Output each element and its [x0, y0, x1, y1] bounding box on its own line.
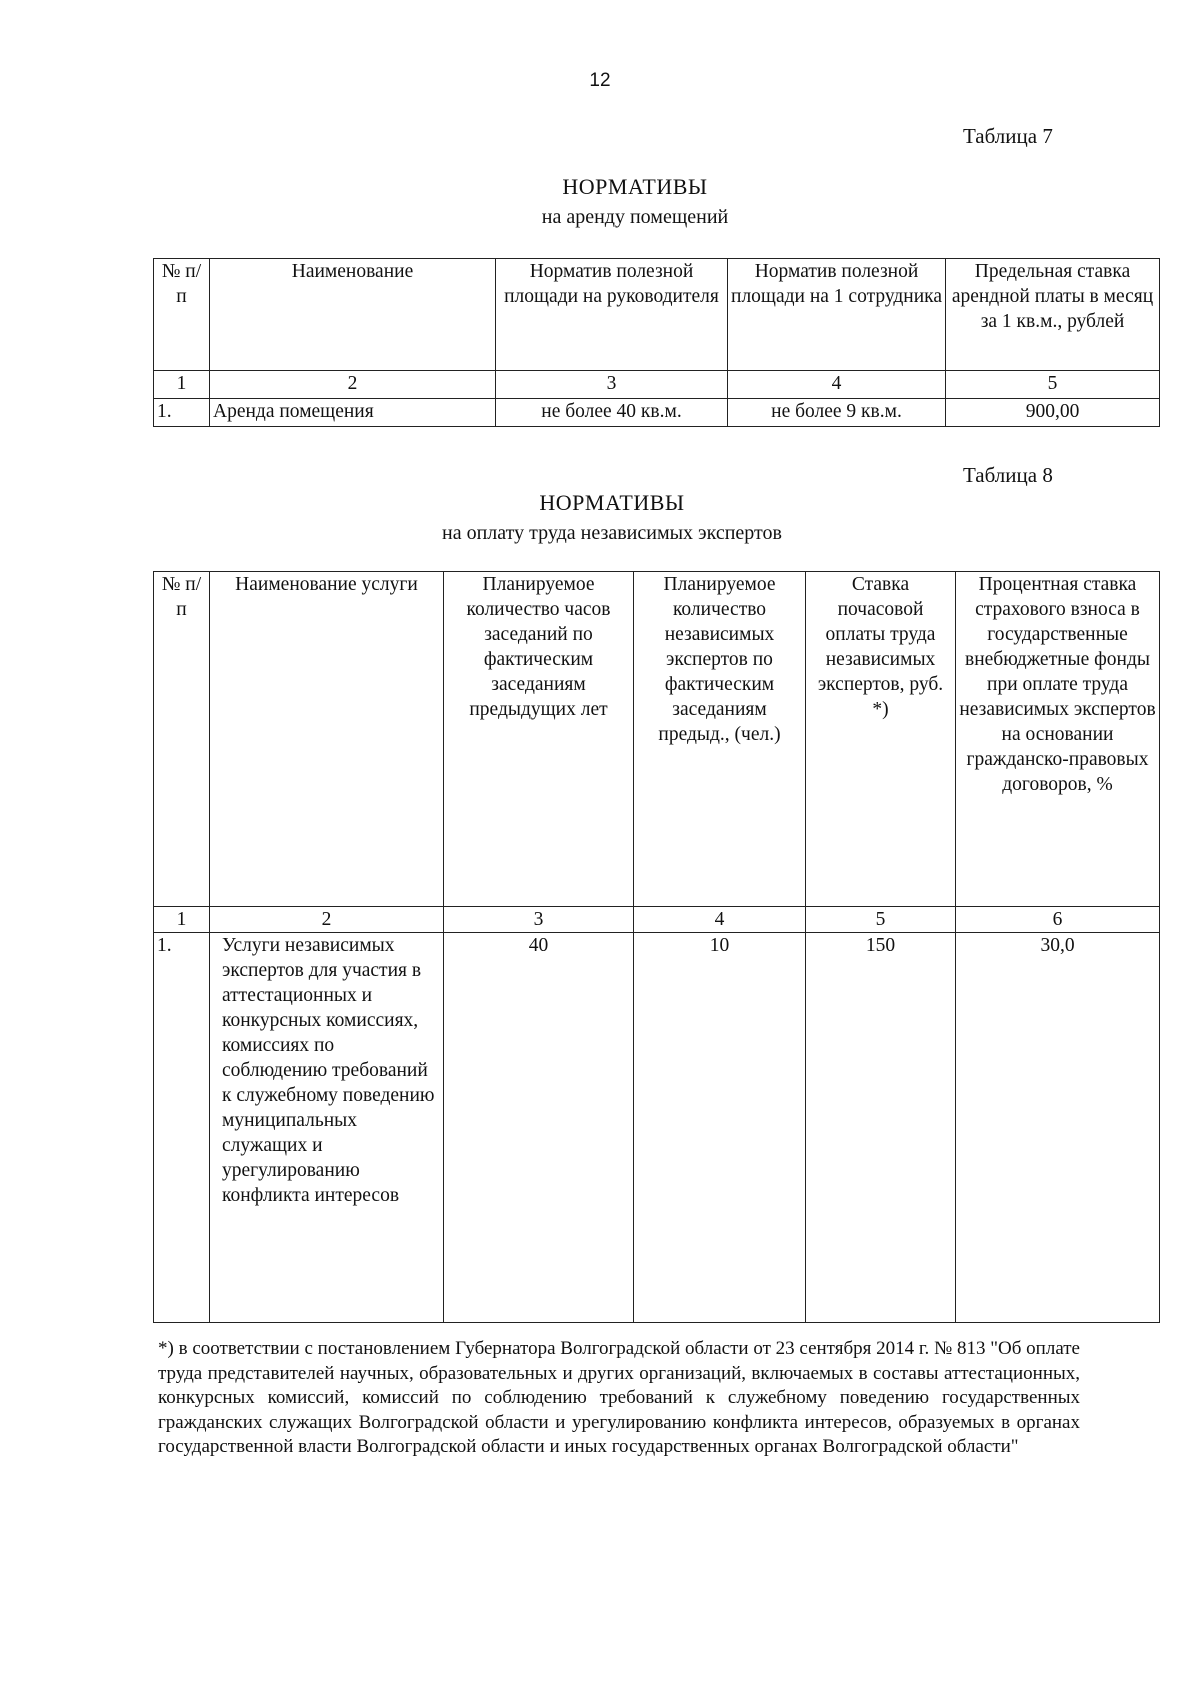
table7-cell: Аренда помещения	[210, 399, 496, 427]
table8-header-hours: Планируемое количество часов заседаний по фактическим заседаниям предыдущих лет	[444, 572, 634, 907]
table7-title: НОРМАТИВЫ	[562, 174, 708, 199]
table8-colnum: 3	[444, 907, 634, 933]
table8-subtitle: на оплату труда независимых экспертов	[442, 522, 782, 544]
table8-header-insurance: Процентная ставка страхового взноса в государственные внебюджетные фонды при оплате труда независимых экспертов на основании гражданско-правовых договоров, %	[956, 572, 1160, 907]
table7-colnum: 1	[154, 371, 210, 399]
table7-label: Таблица 7	[963, 124, 1053, 148]
table8-colnum: 6	[956, 907, 1160, 933]
table7-colnum: 2	[210, 371, 496, 399]
table8-colnum: 4	[634, 907, 806, 933]
table7-cell: 900,00	[946, 399, 1160, 427]
table8-header-rate: Ставка почасовой оплаты труда независимых экспертов, руб. *)	[806, 572, 956, 907]
table7-header-area-employee: Норматив полезной площади на 1 сотрудника	[728, 259, 946, 371]
footnote: *) в соответствии с постановлением Губернатора Волгоградской области от 23 сентября 2014 г. № 813 "Об оплате труда представителей научных, образовательных и других организаций, включаемых в составы аттестационных, конкурсных комиссий, комиссий по соблюдению требований к служебному поведению государственных гражданских служащих Волгоградской области и урегулированию конфликта интересов, образуемых в органах государственной власти Волгоградской области и иных государственных органах Волгоградской области"	[158, 1338, 1080, 1457]
table8-cell: 40	[444, 933, 634, 1323]
table7-colnum: 4	[728, 371, 946, 399]
table8	[153, 571, 1160, 1323]
table8-header-experts: Планируемое количество независимых экспертов по фактическим заседаниям предыд., (чел.)	[634, 572, 806, 907]
table7-cell: не более 9 кв.м.	[728, 399, 946, 427]
table8-label: Таблица 8	[963, 463, 1053, 487]
table8-cell: Услуги независимых экспертов для участия в аттестационных и конкурсных комиссиях, комиссиях по соблюдению требований к служебному поведению муниципальных служащих и урегулированию конфликта интересов	[210, 933, 444, 1323]
table7-colnum: 5	[946, 371, 1160, 399]
table-row	[154, 933, 1160, 1323]
table7-cell: не более 40 кв.м.	[496, 399, 728, 427]
table8-cell: 30,0	[956, 933, 1160, 1323]
table8-colnum: 2	[210, 907, 444, 933]
table8-header-name: Наименование услуги	[210, 572, 444, 907]
table7-header-rate: Предельная ставка арендной платы в месяц за 1 кв.м., рублей	[946, 259, 1160, 371]
table7-cell: 1.	[154, 399, 210, 427]
table7-subtitle: на аренду помещений	[541, 206, 729, 228]
table8-cell: 150	[806, 933, 956, 1323]
table7-colnum: 3	[496, 371, 728, 399]
table7-header-area-head: Норматив полезной площади на руководителя	[496, 259, 728, 371]
table8-colnum: 1	[154, 907, 210, 933]
table7-header-name: Наименование	[210, 259, 496, 371]
table8-colnum: 5	[806, 907, 956, 933]
table-row	[154, 399, 1160, 427]
table8-cell: 1.	[154, 933, 210, 1323]
page-number: 12	[589, 70, 611, 91]
table8-title: НОРМАТИВЫ	[539, 490, 685, 515]
table7	[153, 258, 1160, 427]
table8-header-num: № п/п	[154, 572, 210, 907]
table8-cell: 10	[634, 933, 806, 1323]
table7-header-num: № п/п	[154, 259, 210, 371]
